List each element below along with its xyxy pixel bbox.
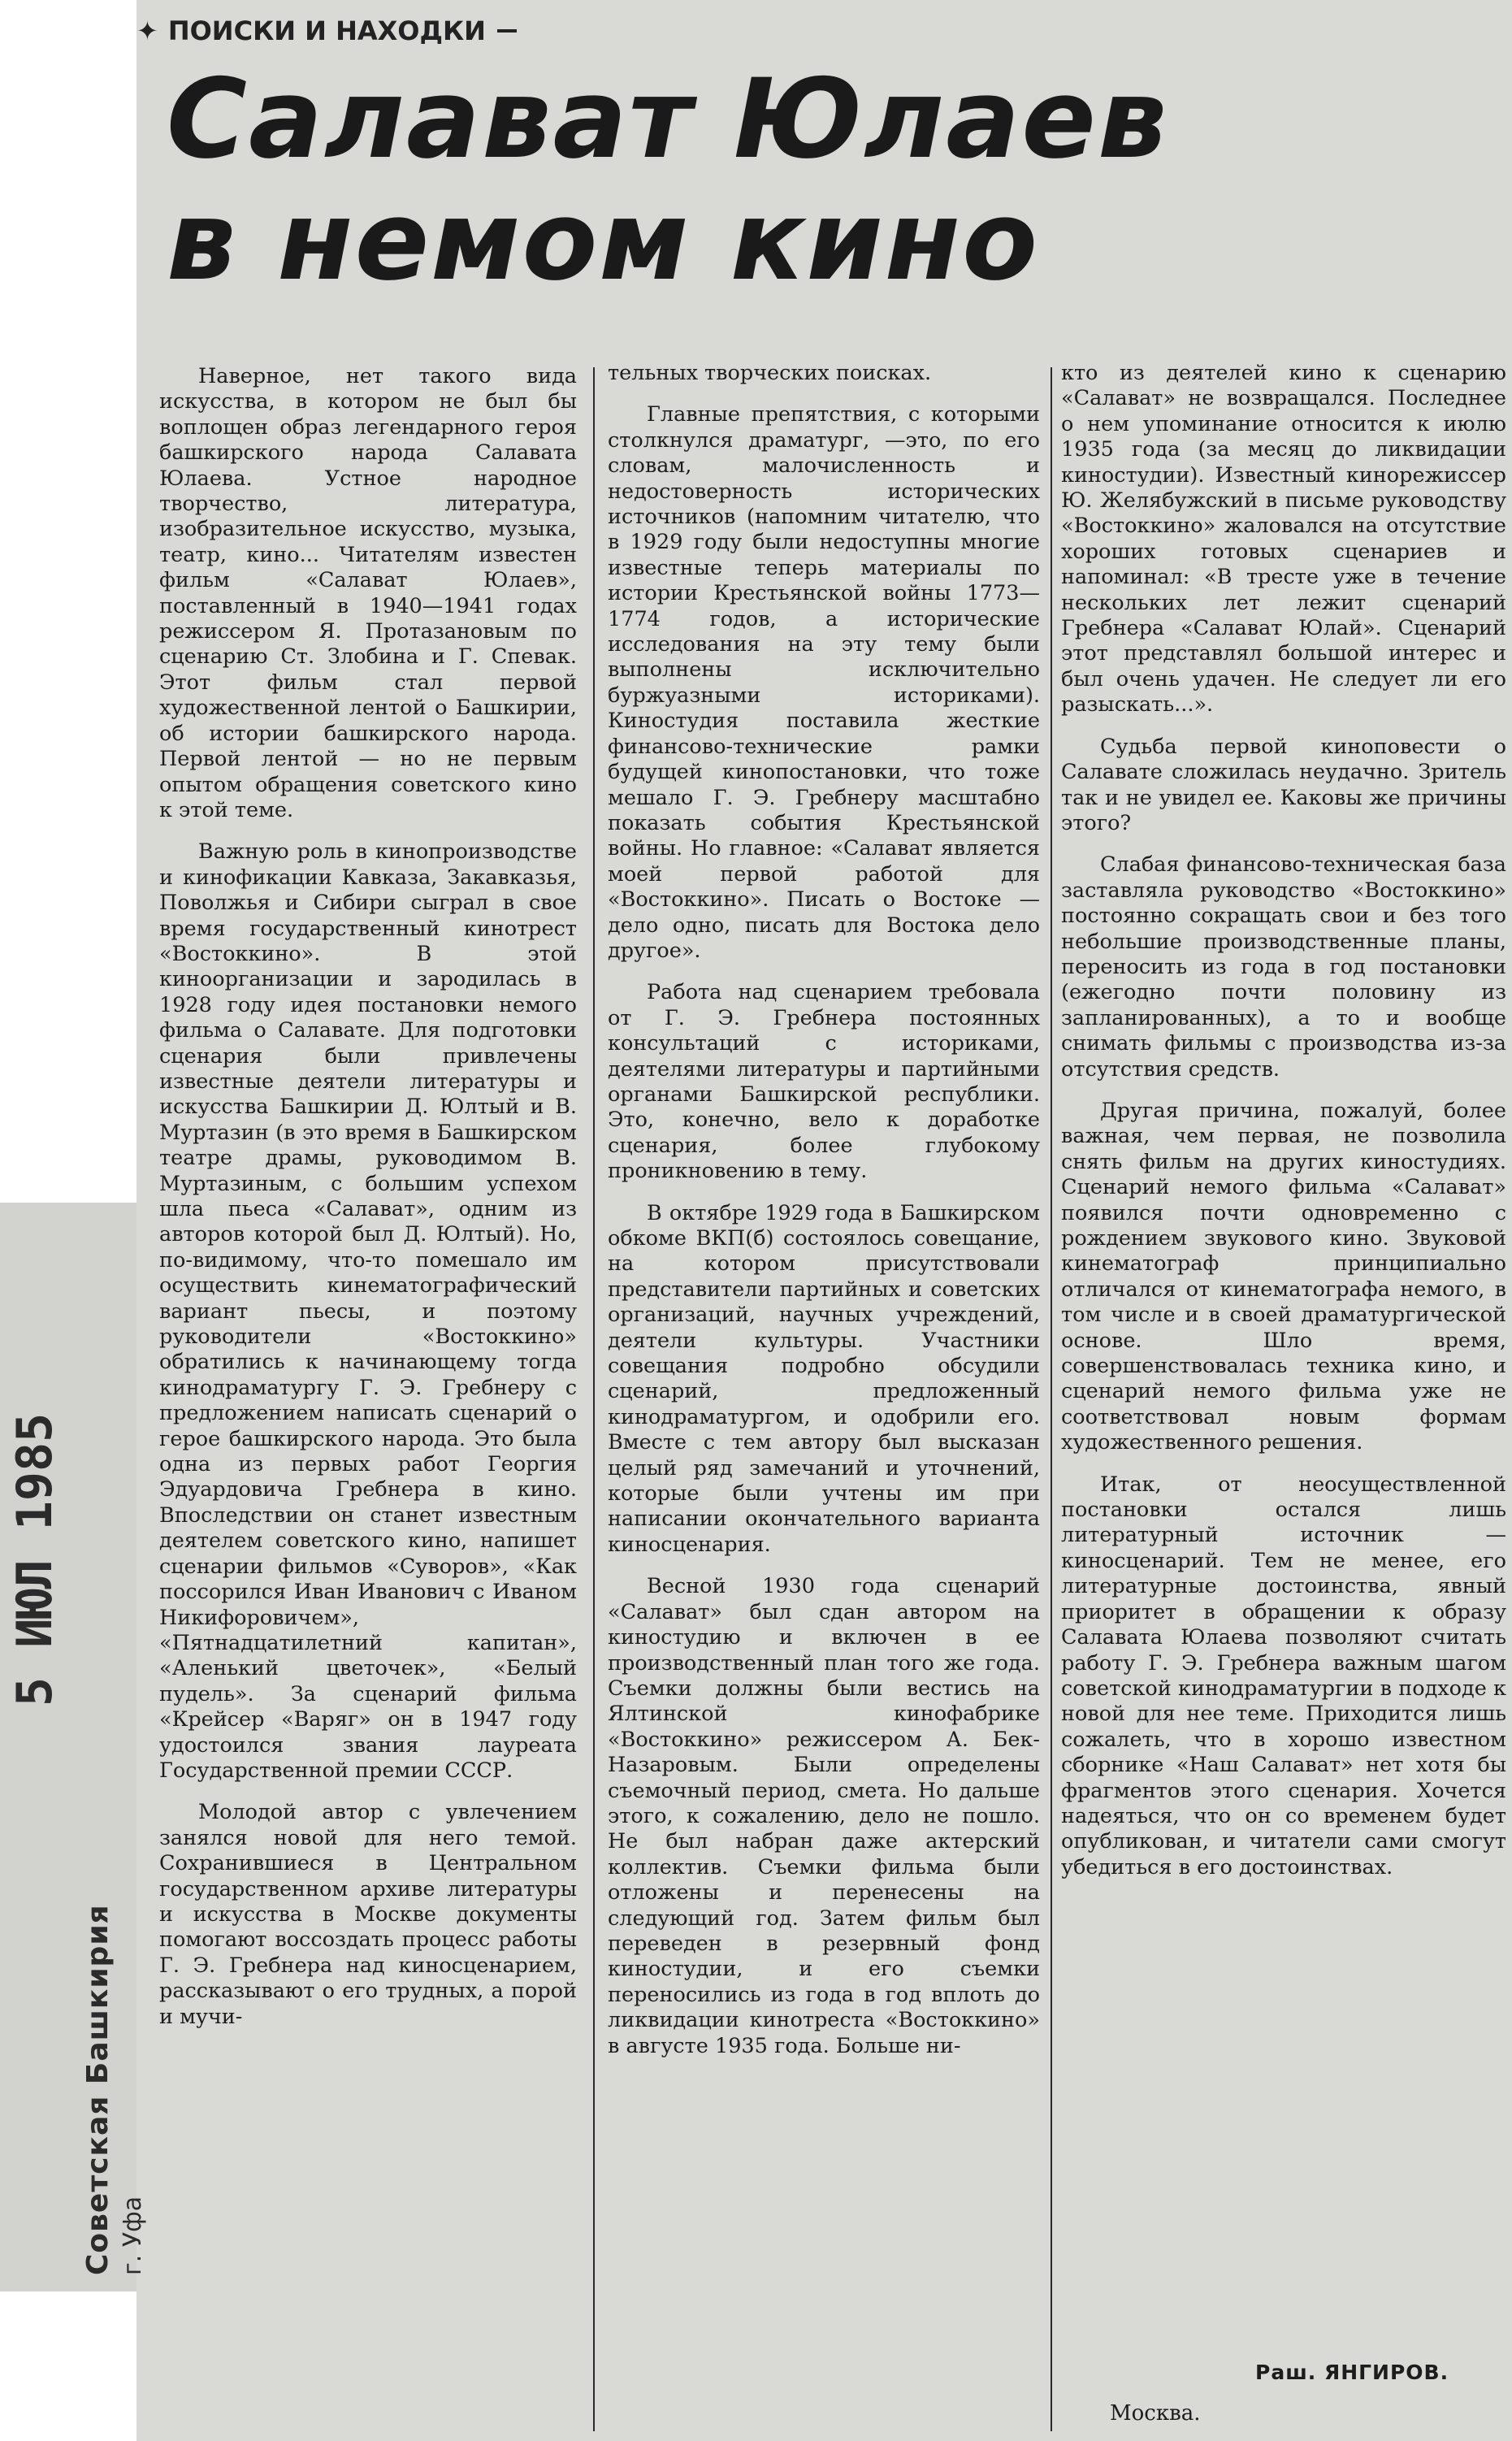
- headline-line-1: Салават Юлаев: [167, 55, 1169, 183]
- headline-line-2: в немом кино: [167, 177, 1039, 305]
- paragraph: Весной 1930 года сценарий «Салават» был сдан автором на киностудию и включен в ее производственный план того же года. Съемки должны были вестись на Ялтинской кинофабрике «Востоккино» режиссером А. Бек-Назаровым. Были определены съемочный период, смета. Но дальше этого, к сожалению, дело не пошло. Не был набран даже актерский коллектив. Съемки фильма были отложены и перенесены на следующий год. Затем фильм был переведен в резервный фонд киностудии, и его съемки переносились из года в год вплоть до ликвидации кинотреста «Востоккино» в августе 1935 года. Больше ни-: [608, 1574, 1040, 2058]
- rubric-label: ПОИСКИ И НАХОДКИ: [167, 15, 486, 46]
- signature-city: Москва.: [1110, 2401, 1201, 2426]
- paragraph: Судьба первой киноповести о Салавате сложилась неудачно. Зритель так и не увидел ее. Каковы же причины этого?: [1061, 734, 1506, 835]
- paragraph: Слабая финансово-техническая база заставляла руководство «Востоккино» постоянно сокращать свои и без того небольшие производственные планы, переносить из года в год постановки (ежегодно почти половину из запланированных), а то и вообще снимать фильмы с производства из-за отсутствия средств.: [1061, 852, 1506, 1082]
- diamond-icon: ✦: [136, 15, 158, 46]
- stamp-newspaper-name: Советская Башкирия: [81, 1904, 115, 2275]
- paragraph: Итак, от неосуществленной постановки остался лишь литературный источник — киносценарий. Тем не менее, его литературные достоинства, явный приоритет в обращении к образу Салавата Юлаева позволяют считать работу Г. Э. Гребнера важным шагом советской кинодраматургии в подходе к новой для нее теме. Приходится лишь сожалеть, что в хорошо известном сборнике «Наш Салават» нет хотя бы фрагментов этого сценария. Хочется надеяться, что он со временем будет опубликован, и читатели сами смогут убедиться в его достоинствах.: [1061, 1472, 1506, 1880]
- stamp-strip: [0, 1203, 136, 2291]
- headline: [167, 55, 1215, 305]
- paragraph: В октябре 1929 года в Башкирском обкоме ВКП(б) состоялось совещание, на котором присутствовали представители партийных и советских организаций, научных учреждений, деятели культуры. Участники совещания подробно обсудили сценарий, предложенный кинодраматургом, и одобрили его. Вместе с тем автору был высказан целый ряд замечаний и уточнений, которые были учтены им при написании окончательного варианта киносценария.: [608, 1200, 1040, 1557]
- newspaper-stamp: [81, 1904, 147, 2275]
- rubric-dash: [497, 29, 517, 33]
- paragraph: Главные препятствия, с которыми столкнулся драматург, —это, по его словам, малочисленность и недостоверность исторических источников (напомним читателю, что в 1929 году были недоступны многие известные теперь материалы по истории Крестьянской войны 1773—1774 годов, а исторические исследования на эту тему были выполнены исключительно буржуазными историками). Киностудия поставила жесткие финансово-технические рамки будущей кинопостановки, что тоже мешало Г. Э. Гребнеру масштабно показать события Крестьянской войны. Но главное: «Салават является моей первой работой для «Востоккино». Писать о Востоке — дело одно, писать для Востока дело другое».: [608, 402, 1040, 963]
- paragraph: Важную роль в кинопроизводстве и кинофикации Кавказа, Закавказья, Поволжья и Сибири сыграл в свое время государственный кинотрест «Востоккино». В этой киноорганизации и зародилась в 1928 году идея постановки немого фильма о Салавате. Для подготовки сценария были привлечены известные деятели литературы и искусства Башкирии Д. Юлтый и В. Муртазин (в это время в Башкирском театре драмы, руководимом В. Муртазиным, с большим успехом шла пьеса «Салават», одним из авторов которой был Д. Юлтый). Но, по-видимому, что-то помешало им осуществить кинематографический вариант пьесы, и поэтому руководители «Востоккино» обратились к начинающему тогда кинодраматургу Г. Э. Гребнеру с предложением написать сценарий о герое башкирского народа. Это была одна из первых работ Георгия Эдуардовича Гребнера в кино. Впоследствии он станет известным деятелем советского кино, напишет сценарии фильмов «Суворов», «Как поссорился Иван Иванович с Иваном Никифоровичем», «Пятнадцатилетний капитан», «Аленький цветочек», «Белый пудель». За сценарий фильма «Крейсер «Варяг» он в 1947 году удостоился звания лауреата Государственной премии СССР.: [159, 839, 577, 1783]
- paragraph: Молодой автор с увлечением занялся новой для него темой. Сохранившиеся в Центральном государственном архиве литературы и искусства в Москве документы помогают воссоздать процесс работы Г. Э. Гребнера над киносценарием, рассказывают о его трудных, а порой и мучи-: [159, 1800, 577, 2029]
- paragraph: Работа над сценарием требовала от Г. Э. Гребнера постоянных консультаций с историками, деятелями литературы и партийными органами Башкирской республики. Это, конечно, вело к доработке сценария, более глубокому проникновению в тему.: [608, 980, 1040, 1184]
- article-column-2: [608, 361, 1040, 2075]
- paragraph: Наверное, нет такого вида искусства, в котором не был бы воплощен образ легендарного героя башкирского народа Салавата Юлаева. Устное народное творчество, литература, изобразительное искусство, музыка, театр, кино... Читателям известен фильм «Салават Юлаев», поставленный в 1940—1941 годах режиссером Я. Протазановым по сценарию Ст. Злобина и Г. Спевак. Этот фильм стал первой художественной лентой о Башкирии, об истории башкирского народа. Первой лентой — но не первым опытом обращения советского кино к этой теме.: [159, 364, 577, 822]
- paragraph: кто из деятелей кино к сценарию «Салават» не возвращался. Последнее о нем упоминание относится к июлю 1935 года (за месяц до ликвидации киностудии). Известный кинорежиссер Ю. Желябужский в письме руководству «Востоккино» жаловался на отсутствие хороших готовых сценариев и напоминал: «В тресте уже в течение нескольких лет лежит сценарий Гребнера «Салават Юлай». Сценарий этот представлял большой интерес и был очень удачен. Не следует ли его разыскать...».: [1061, 361, 1506, 718]
- stamp-city: г. Уфа: [119, 2196, 147, 2275]
- paragraph: тельных творческих поисках.: [608, 361, 932, 385]
- rubric: [136, 7, 517, 55]
- column-divider: [1051, 367, 1052, 2431]
- stamp-date: 5 ИЮЛ 1985: [6, 1412, 63, 1706]
- column-divider: [593, 367, 595, 2431]
- article-column-1: [159, 364, 577, 2046]
- author-signature: Раш. ЯНГИРОВ.: [1255, 2361, 1449, 2384]
- article-column-3: [1061, 361, 1506, 1897]
- paragraph: Другая причина, пожалуй, более важная, чем первая, не позволила снять фильм на других киностудиях. Сценарий немого фильма «Салават» появился почти одновременно с рождением звукового кино. Звуковой кинематограф принципиально отличался от кинематографа немого, в том числе и в своей драматургической основе. Шло время, совершенствовалась техника кино, и сценарий немого фильма уже не соответствовал новым формам художественного решения.: [1061, 1098, 1506, 1455]
